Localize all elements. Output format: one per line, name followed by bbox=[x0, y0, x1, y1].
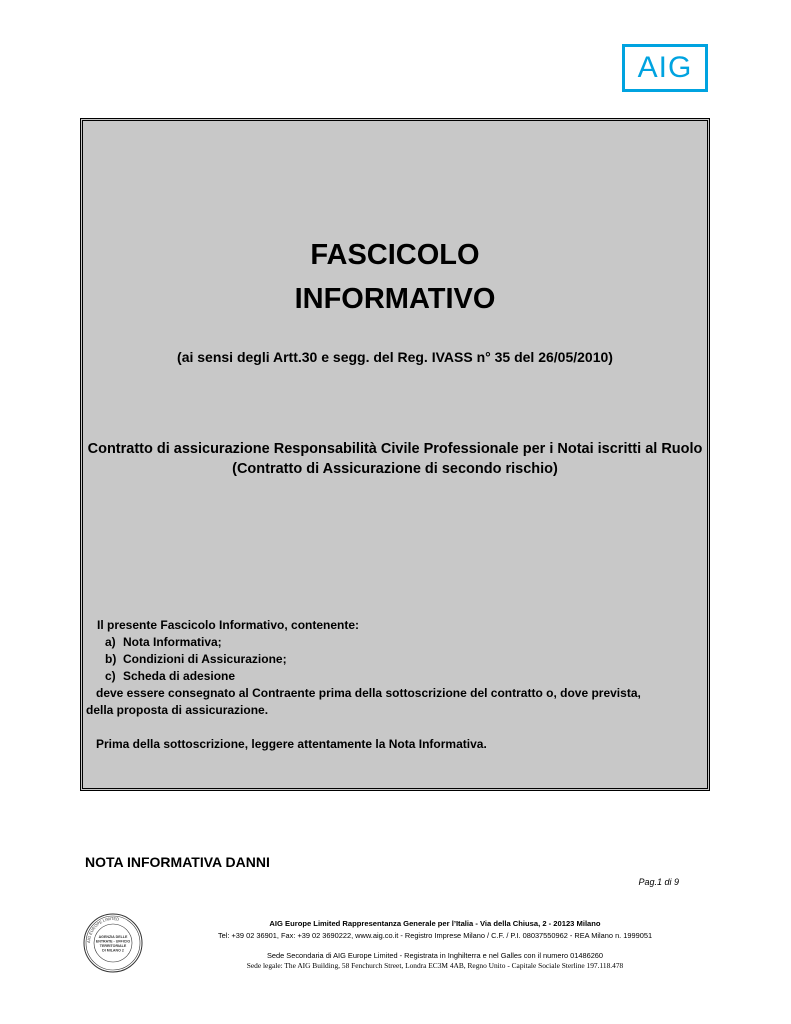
document-title bbox=[83, 233, 707, 321]
svg-text:ENTRATE - UFFICIO: ENTRATE - UFFICIO bbox=[95, 939, 131, 944]
stamp-ring-text: AIG EUROPE LIMITED bbox=[85, 915, 120, 944]
svg-text:TERRITORIALE: TERRITORIALE bbox=[99, 944, 127, 948]
logo-text: AIG bbox=[637, 51, 693, 84]
official-stamp-icon bbox=[82, 912, 144, 974]
list-item-text: Condizioni di Assicurazione; bbox=[123, 652, 287, 666]
footer-branch-line: Sede Secondaria di AIG Europe Limited - Registrata in Inghilterra e nel Galles con il numero 01486260 bbox=[266, 951, 604, 960]
footer-contacts-line: Tel: +39 02 36901, Fax: +39 02 3690222, www.aig.co.it - Registro Imprese Milano / C.F. / P.I. 08037550962 - REA Milano n. 1999051 bbox=[217, 931, 653, 940]
delivery-notice-line-1: deve essere consegnato al Contraente prima della sottoscrizione del contratto o, dove prevista, bbox=[96, 686, 641, 700]
contents-intro: Il presente Fascicolo Informativo, contenente: bbox=[97, 618, 360, 632]
list-item-letter: c) bbox=[105, 669, 116, 683]
title-line-2: INFORMATIVO bbox=[294, 283, 496, 315]
list-item-text: Scheda di adesione bbox=[123, 669, 236, 683]
footer-company-line: AIG Europe Limited Rappresentanza Generale per l’Italia - Via della Chiusa, 2 - 20123 Milano bbox=[269, 919, 601, 928]
contract-description bbox=[83, 439, 707, 479]
page-number: Pag.1 di 9 bbox=[638, 877, 679, 887]
aig-logo bbox=[622, 44, 708, 92]
footer-legal-line: Sede legale: The AIG Building, 58 Fenchurch Street, Londra EC3M 4AB, Regno Unito - Capitale Sociale Sterline 197.118.478 bbox=[246, 961, 624, 970]
contract-line-1: Contratto di assicurazione Responsabilità Civile Professionale per i Notai iscritti al Ruolo bbox=[87, 441, 703, 457]
svg-text:AGENZIA DELLE: AGENZIA DELLE bbox=[98, 935, 128, 939]
read-notice: Prima della sottoscrizione, leggere attentamente la Nota Informativa. bbox=[96, 737, 487, 751]
contract-line-2: (Contratto di Assicurazione di secondo rischio) bbox=[232, 461, 558, 477]
section-title: NOTA INFORMATIVA DANNI bbox=[85, 854, 270, 870]
list-item-letter: b) bbox=[105, 652, 117, 666]
list-item-letter: a) bbox=[105, 635, 116, 649]
regulation-reference: (ai sensi degli Artt.30 e segg. del Reg. IVASS n° 35 del 26/05/2010) bbox=[177, 349, 613, 365]
contents-block bbox=[83, 617, 707, 753]
cover-box bbox=[80, 118, 710, 791]
list-item bbox=[105, 668, 707, 685]
title-line-1: FASCICOLO bbox=[310, 239, 480, 271]
svg-text:DI MILANO 2: DI MILANO 2 bbox=[102, 948, 124, 953]
list-item bbox=[105, 634, 707, 651]
delivery-notice-line-2: della proposta di assicurazione. bbox=[86, 703, 269, 717]
list-item bbox=[105, 651, 707, 668]
list-item-text: Nota Informativa; bbox=[123, 635, 222, 649]
